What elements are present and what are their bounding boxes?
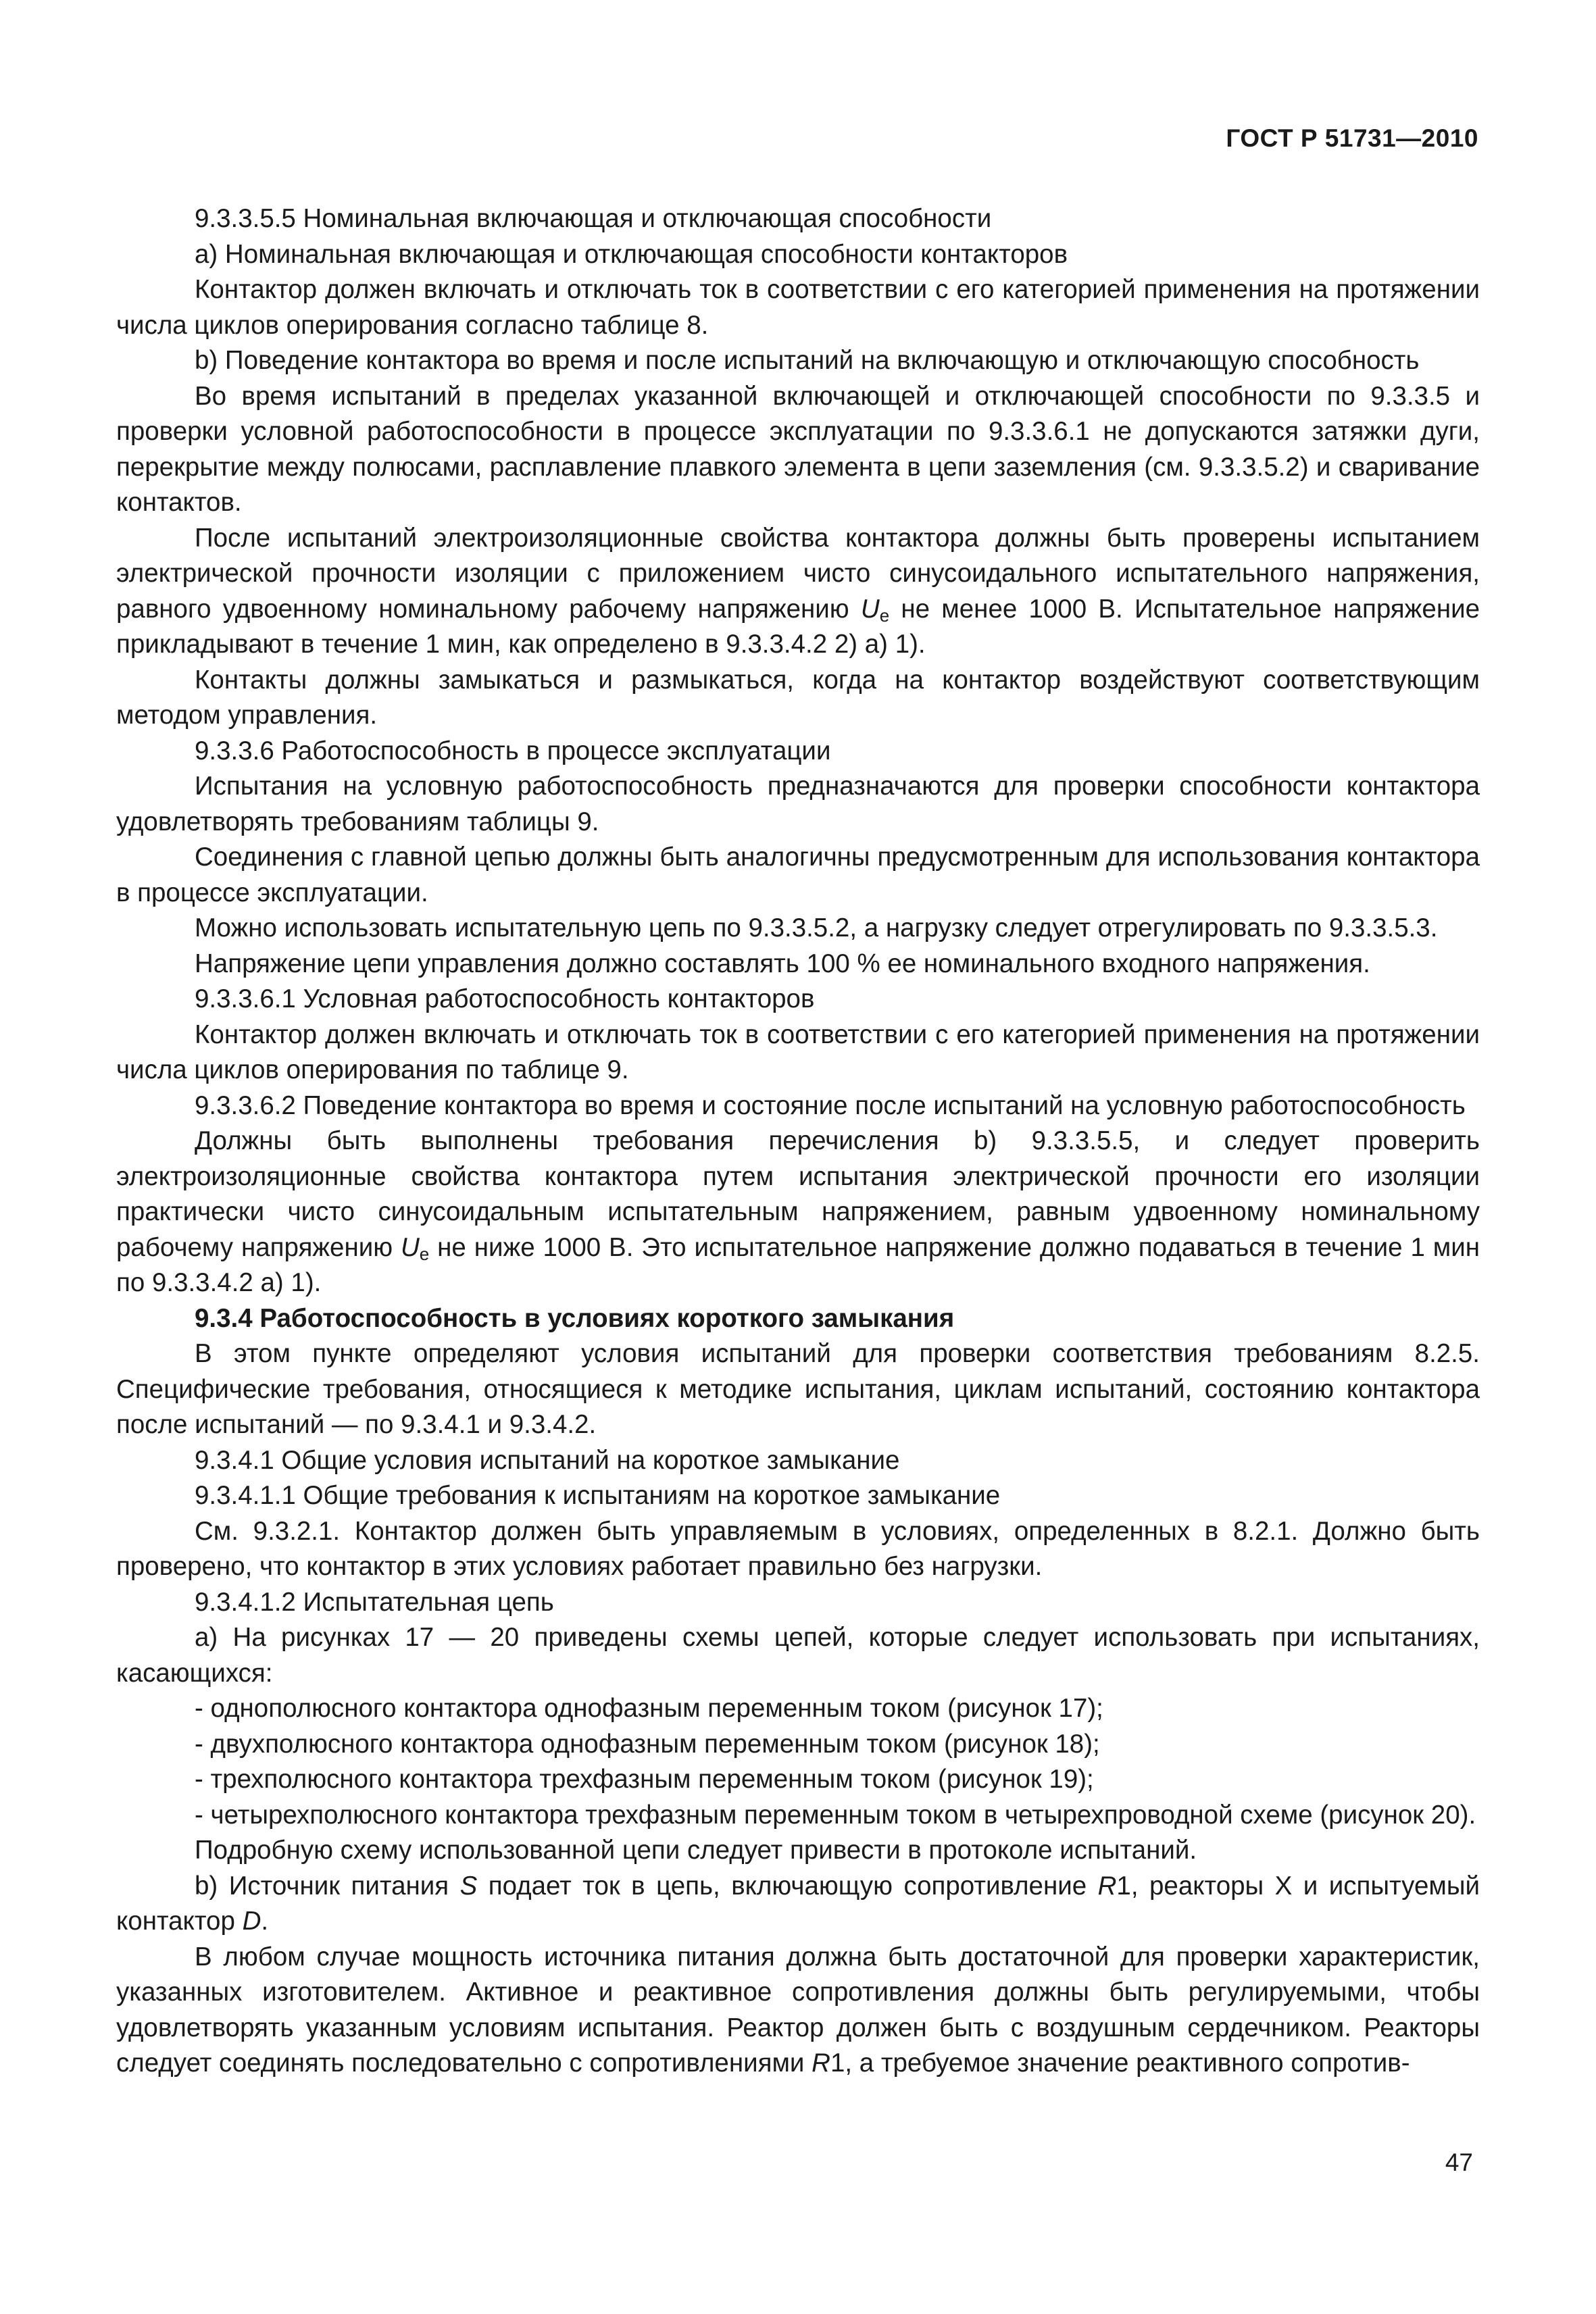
page-number: 47 (1445, 2148, 1473, 2176)
section-heading: 9.3.4 Работоспособность в условиях короткого замыкания (195, 1303, 955, 1333)
paragraph: 9.3.3.6.2 Поведение контактора во время и состояние после испытаний на условную работоспособность (195, 1090, 1466, 1120)
paragraph: В любом случае мощность источника питания должна быть достаточной для проверки характеристик, указанных изготовителем. Активное и реактивное сопротивления должны быть регулируемыми, чтобы удовлетворять указанным условиям испытания. Реактор должен быть с воздушным сердечником. Реакторы следует соединять последовательно с сопротивлениями R1, а требуемое значение реактивного сопротив- (116, 1942, 1480, 2078)
paragraph: Контактор должен включать и отключать ток в соответствии с его категорией применения на протяжении числа циклов оперирования согласно таблице 8. (116, 275, 1480, 340)
paragraph: Контакты должны замыкаться и размыкаться, когда на контактор воздействуют соответствующим методом управления. (116, 665, 1480, 730)
list-item: - трехполюсного контактора трехфазным переменным током (рисунок 19); (195, 1765, 1094, 1794)
subscript-e: e (419, 1243, 430, 1264)
document-header: ГОСТ Р 51731—2010 (1226, 124, 1478, 152)
document-body (116, 201, 1480, 2082)
paragraph: 9.3.3.6.1 Условная работоспособность контакторов (195, 984, 815, 1013)
symbol-r: R (812, 2048, 830, 2078)
paragraph: Контактор должен включать и отключать ток в соответствии с его категорией применения на протяжении числа циклов оперирования по таблице 9. (116, 1020, 1480, 1084)
list-item: - двухполюсного контактора однофазным переменным током (рисунок 18); (195, 1729, 1100, 1759)
symbol-r: R (1097, 1871, 1117, 1901)
paragraph: После испытаний электроизоляционные свойства контактора должны быть проверены испытанием электрической прочности изоляции с приложением чисто синусоидального испытательного напряжения, равного удвоенному номинальному рабочему напряжению $U_e$ не менее 1000 В. Испытательное напряжение прикладывают в течение 1 мин, как определено в 9.3.3.4.2 2) а) 1). (116, 523, 1480, 659)
paragraph: 9.3.4.1.2 Испытательная цепь (195, 1587, 554, 1617)
paragraph: См. 9.3.2.1. Контактор должен быть управляемым в условиях, определенных в 8.2.1. Должно быть проверено, что контактор в этих условиях работает правильно без нагрузки. (116, 1516, 1480, 1581)
symbol-s: S (459, 1871, 478, 1901)
paragraph: Соединения с главной цепью должны быть аналогичны предусмотренным для использования контактора в процессе эксплуатации. (116, 842, 1480, 907)
paragraph: 9.3.3.6 Работоспособность в процессе эксплуатации (195, 736, 831, 765)
symbol-d: D (242, 1907, 261, 1936)
paragraph: В этом пункте определяют условия испытаний для проверки соответствия требованиям 8.2.5. Специфические требования, относящиеся к методике испытания, циклам испытаний, состоянию контактора после испытаний — по 9.3.4.1 и 9.3.4.2. (116, 1339, 1480, 1439)
symbol-u: U (860, 594, 880, 624)
paragraph: Подробную схему использованной цепи следует привести в протоколе испытаний. (195, 1836, 1197, 1865)
paragraph: 9.3.4.1.1 Общие требования к испытаниям на короткое замыкание (195, 1481, 1001, 1510)
paragraph: а) Номинальная включающая и отключающая способности контакторов (195, 239, 1068, 269)
paragraph: Должны быть выполнены требования перечисления b) 9.3.3.5.5, и следует проверить электроизоляционные свойства контактора путем испытания электрической прочности его изоляции практически чисто синусоидальным испытательным напряжением, равным удвоенному номинальному рабочему напряжению $U_e$ не ниже 1000 В. Это испытательное напряжение должно подаваться в течение 1 мин по 9.3.3.4.2 а) 1). (116, 1126, 1480, 1297)
subscript-e: e (879, 605, 890, 626)
paragraph: 9.3.3.5.5 Номинальная включающая и отключающая способности (195, 204, 992, 233)
list-item: - четырехполюсного контактора трехфазным переменным током в четырехпроводной схеме (рисунок 20). (195, 1800, 1476, 1830)
paragraph: b) Источник питания S подает ток в цепь, включающую сопротивление R1, реакторы X и испытуемый контактор D. (116, 1871, 1480, 1936)
list-item: - однополюсного контактора однофазным переменным током (рисунок 17); (195, 1694, 1103, 1723)
symbol-u: U (400, 1232, 420, 1262)
paragraph: Можно использовать испытательную цепь по 9.3.3.5.2, а нагрузку следует отрегулировать по 9.3.3.5.3. (195, 913, 1438, 942)
paragraph: Во время испытаний в пределах указанной включающей и отключающей способности по 9.3.3.5 и проверки условной работоспособности в процессе эксплуатации по 9.3.3.6.1 не допускаются затяжки дуги, перекрытие между полюсами, расплавление плавкого элемента в цепи заземления (см. 9.3.3.5.2) и сваривание контактов. (116, 381, 1480, 517)
paragraph: а) На рисунках 17 — 20 приведены схемы цепей, которые следует использовать при испытаниях, касающихся: (116, 1623, 1480, 1688)
paragraph: 9.3.4.1 Общие условия испытаний на короткое замыкание (195, 1445, 900, 1475)
paragraph: Напряжение цепи управления должно составлять 100 % ее номинального входного напряжения. (195, 949, 1370, 978)
paragraph: b) Поведение контактора во время и после испытаний на включающую и отключающую способность (195, 346, 1420, 375)
paragraph: Испытания на условную работоспособность предназначаются для проверки способности контактора удовлетворять требованиям таблицы 9. (116, 772, 1480, 836)
